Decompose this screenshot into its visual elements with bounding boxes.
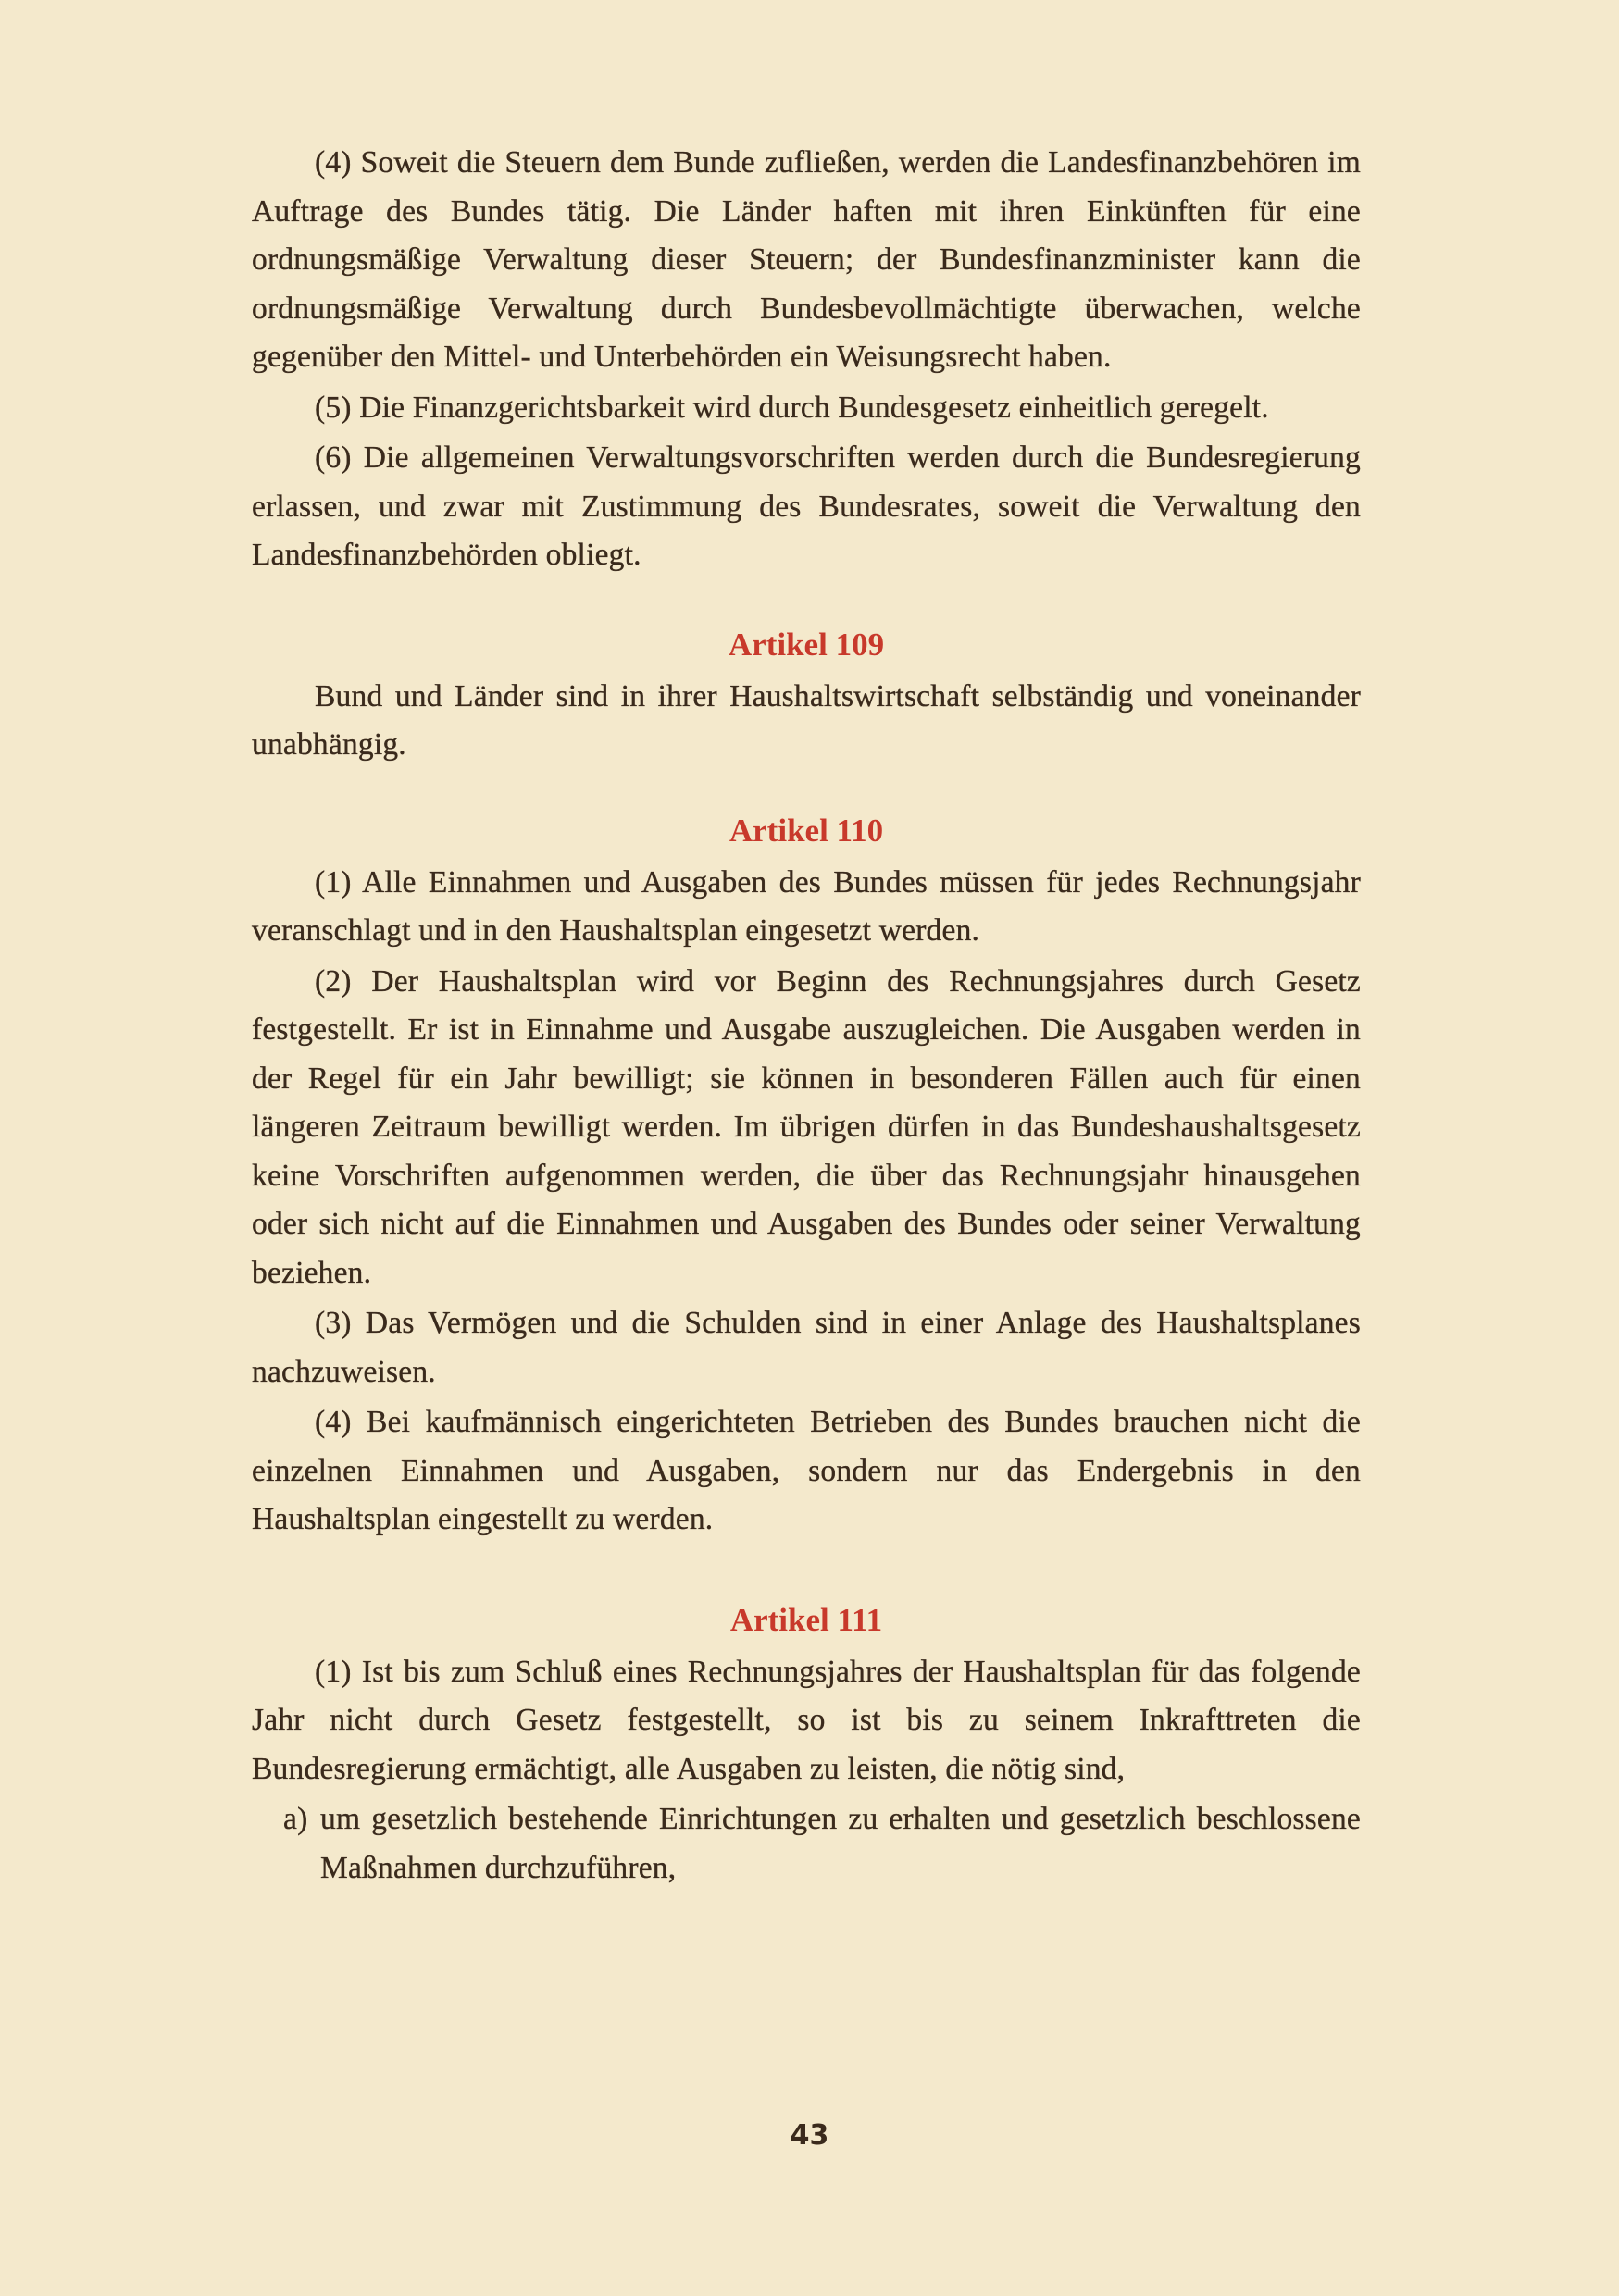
page-number: 43 (790, 2119, 829, 2152)
article-heading-109: Artikel 109 (728, 626, 885, 663)
list-item-text: um gesetzlich bestehende Einrichtungen zu erhalten und gesetzlich beschlossene Maßnahmen durchzuführen, (320, 1802, 1361, 1885)
article-heading-110: Artikel 110 (729, 812, 884, 849)
article-heading-111: Artikel 111 (729, 1601, 883, 1638)
list-item-label: a) (283, 1802, 308, 1836)
paragraph-110-4: (4) Bei kaufmännisch eingerichteten Betrieben des Bundes brauchen nicht die einzelnen Einnahmen und Ausgaben, sondern nur das Endergebnis in den Haushaltsplan eingestellt zu werden. (252, 1405, 1361, 1536)
paragraph-109: Bund und Länder sind in ihrer Haushaltswirtschaft selbständig und voneinander unabhängig. (252, 678, 1361, 762)
paragraph-108-5: (5) Die Finanzgerichtsbarkeit wird durch Bundesgesetz einheitlich geregelt. (315, 390, 1269, 425)
paragraph-110-2: (2) Der Haushaltsplan wird vor Beginn des Rechnungsjahres durch Gesetz festgestellt. Er ist in Einnahme und Ausgabe auszugleichen. Die Ausgaben werden in der Regel für ein Jahr bewilligt; sie können in besonderen Fällen auch für einen längeren Zeitraum bewilligt werden. Im übrigen dürfen in das Bundeshaushaltsgesetz keine Vorschriften aufgenommen werden, die über das Rechnungsjahr hinausgehen oder sich nicht auf die Einnahmen und Ausgaben des Bundes oder seiner Verwaltung beziehen. (252, 963, 1361, 1290)
paragraph-110-1: (1) Alle Einnahmen und Ausgaben des Bundes müssen für jedes Rechnungsjahr veranschlagt und in den Haushaltsplan eingesetzt werden. (252, 864, 1361, 948)
paragraph-111-1: (1) Ist bis zum Schluß eines Rechnungsjahres der Haushaltsplan für das folgende Jahr nicht durch Gesetz festgestellt, so ist bis zu seinem Inkrafttreten die Bundesregierung ermächtigt, alle Ausgaben zu leisten, die nötig sind, (252, 1654, 1361, 1786)
paragraph-108-6: (6) Die allgemeinen Verwaltungsvorschriften werden durch die Bundesregierung erlassen, und zwar mit Zustimmung des Bundesrates, soweit die Verwaltung den Landesfinanzbehörden obliegt. (252, 441, 1361, 572)
paragraph-108-4: (4) Soweit die Steuern dem Bunde zufließen, werden die Landesfinanzbehören im Auftrage des Bundes tätig. Die Länder haften mit ihren Einkünften für eine ordnungsmäßige Verwaltung dieser Steuern; der Bundesfinanzminister kann die ordnungsmäßige Verwaltung durch Bundesbevollmächtigte überwachen, welche gegenüber den Mittel- und Unterbehörden ein Weisungsrecht haben. (252, 145, 1361, 374)
list-item-111-a (252, 1795, 1361, 1893)
document-page (252, 139, 1361, 1893)
paragraph-110-3: (3) Das Vermögen und die Schulden sind in einer Anlage des Haushaltsplanes nachzuweisen. (252, 1306, 1361, 1389)
